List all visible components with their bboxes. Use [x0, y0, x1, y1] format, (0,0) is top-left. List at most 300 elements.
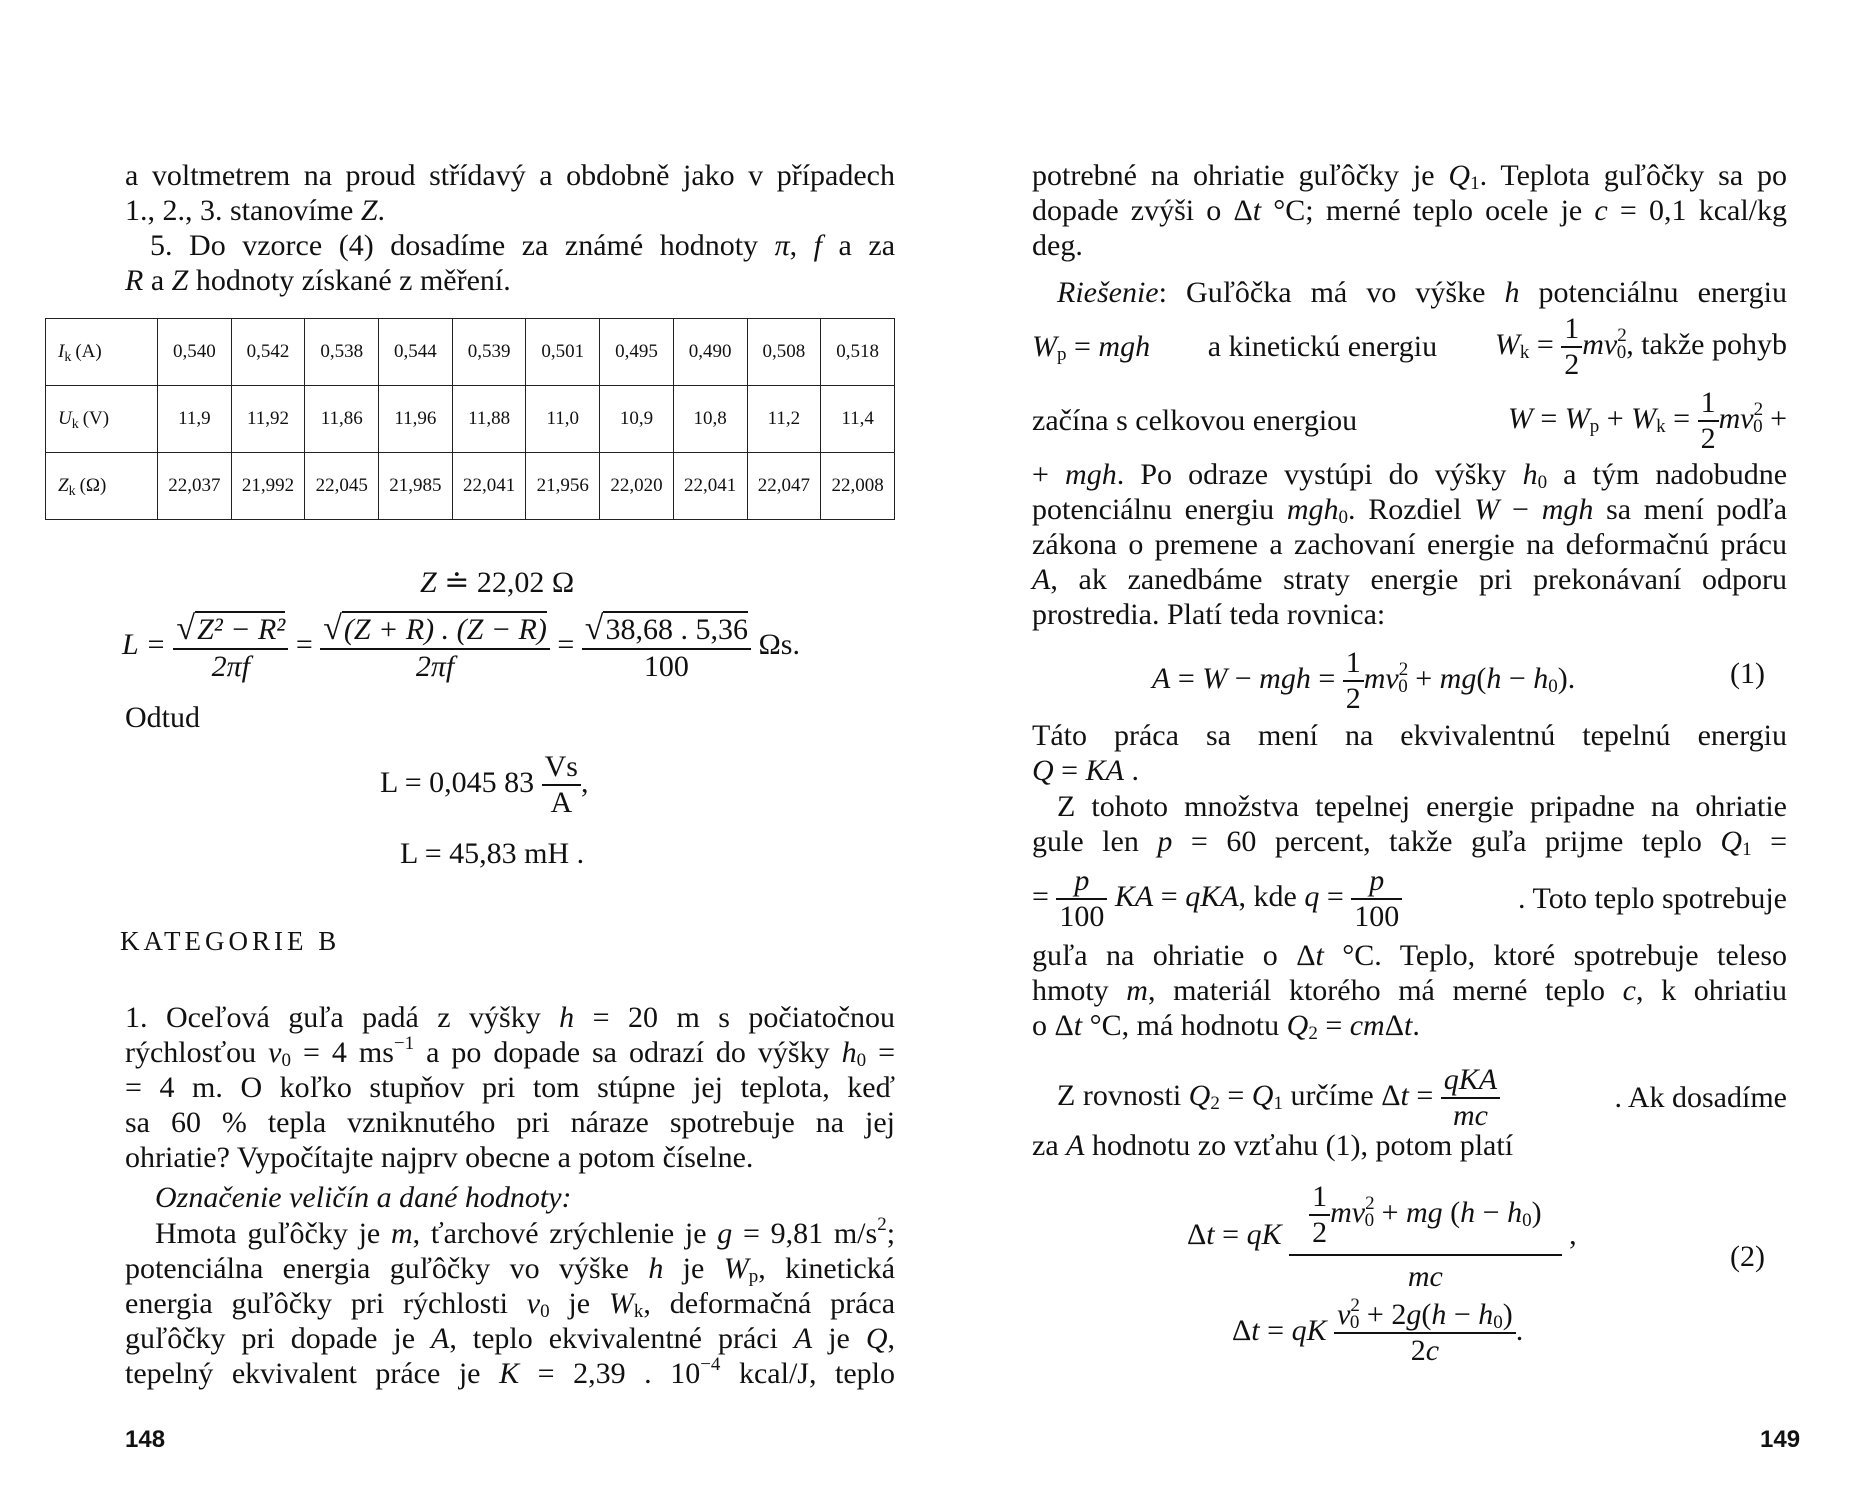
text: − [1501, 661, 1534, 695]
text: + [1762, 401, 1787, 435]
table-cell: 22,041 [452, 453, 526, 520]
subscript: k [1656, 415, 1666, 437]
var: mgh [1098, 330, 1151, 363]
text: , teplo ekvivalentné práci [449, 1322, 778, 1355]
table-cell: 11,92 [231, 386, 305, 453]
text: = [1751, 825, 1788, 858]
text: ) [1502, 1298, 1513, 1331]
hmota-line-5 [125, 1356, 895, 1391]
table-cell: 11,96 [379, 386, 453, 453]
var: Z [58, 475, 69, 496]
text: = [1153, 879, 1186, 913]
superscript: 2 [1617, 324, 1627, 346]
text: . Po odraze vystúpi do výšky [1116, 458, 1507, 491]
var: m [390, 1217, 413, 1250]
problem-line-4: sa 60 % tepla vzniknutého pri náraze spotrebuje na jej [125, 1106, 895, 1139]
table-cell: 21,992 [231, 453, 305, 520]
subscript: 0 [1338, 507, 1349, 528]
text: . Toto teplo spotrebuje [1518, 882, 1787, 915]
var: h [1431, 1298, 1447, 1331]
riesenie-line-7 [1032, 562, 1787, 597]
p1-line-2 [1032, 193, 1787, 228]
tohoto-line-5 [1032, 973, 1787, 1008]
subscript: 1 [1470, 173, 1480, 194]
numerator [1289, 1182, 1562, 1256]
var: Z [171, 264, 189, 297]
var: mv [1363, 661, 1399, 695]
superscript: 2 [1350, 1295, 1360, 1316]
text: , ak zanedbáme straty energie pri prekonávaní odporu [1050, 563, 1787, 596]
var: A [793, 1322, 813, 1355]
half-fraction [1698, 388, 1719, 454]
denominator: A [550, 786, 573, 819]
table-cell: 22,041 [673, 453, 747, 520]
text: guľôčky pri dopade je [125, 1322, 416, 1355]
riesenie-line-1 [1057, 275, 1787, 310]
right-page [937, 0, 1874, 1500]
var: t [1252, 194, 1262, 227]
text: potenciálnu energiu [1519, 276, 1787, 309]
text: o Δ [1032, 1009, 1074, 1042]
var: Q [1251, 1078, 1274, 1112]
numerator: Z² − R² [197, 613, 286, 646]
denominator: 100 [1059, 900, 1105, 933]
subscript: p [748, 1266, 759, 1287]
page-number: 149 [1760, 1426, 1801, 1453]
rovnost-line-1 [1057, 1065, 1787, 1131]
var: h [559, 1001, 575, 1034]
table-cell: 11,86 [305, 386, 379, 453]
text: hodnotu zo vzťahu (1), potom platí [1084, 1129, 1514, 1162]
fraction-2: $\frac{√(Z + R) . (Z - R)}{2\pi f}$ [320, 612, 550, 682]
denominator: 100 [1354, 900, 1400, 933]
text: , k ohriatiu [1636, 974, 1788, 1007]
var: t [1251, 1313, 1260, 1347]
text: + 2 [1359, 1298, 1407, 1331]
unit: (Ω) [79, 475, 107, 496]
text: . [1123, 754, 1139, 787]
intro-line-1 [125, 158, 895, 193]
numerator: 38,68 . 5,36 [605, 613, 748, 646]
text: potenciálnu energiu [1032, 493, 1275, 526]
text: Δ [1187, 1217, 1207, 1251]
var: W [1494, 327, 1520, 361]
table-row [46, 386, 895, 453]
subscript: 0 [856, 1050, 867, 1071]
text: = 9,81 m/s [732, 1217, 878, 1250]
text: hodnoty získané z měření. [188, 264, 511, 297]
table-cell: 0,538 [305, 319, 379, 386]
text: = [1214, 1217, 1247, 1251]
denominator [1334, 1334, 1516, 1366]
text: = [866, 1036, 896, 1069]
text: = [1259, 1313, 1292, 1347]
denominator: 2 [1700, 422, 1716, 455]
p-fraction [1351, 866, 1402, 932]
table-cell: 11,4 [821, 386, 895, 453]
var: W [1507, 401, 1533, 435]
var: mgh [1286, 493, 1339, 526]
text: = [1066, 330, 1099, 363]
var: A [1032, 563, 1051, 596]
var: qK [1291, 1313, 1327, 1347]
lhs: L = 0,045 83 [380, 765, 535, 799]
fraction-3: $\frac{√38,68 . 5,36}{100}$ [582, 612, 751, 682]
table-cell: 10,9 [600, 386, 674, 453]
text: = 0,1 kcal/kg [1607, 194, 1788, 227]
numerator: qKA [1441, 1065, 1500, 1099]
var: KA [1114, 879, 1154, 913]
var: p [1157, 825, 1173, 858]
table-cell: 0,518 [821, 319, 895, 386]
table-cell: 11,2 [747, 386, 821, 453]
text: , materiál ktorého má merné teplo [1147, 974, 1606, 1007]
var: v [1337, 1298, 1351, 1331]
subscript: 0 [1493, 1312, 1503, 1333]
numerator: p [1056, 866, 1107, 900]
text: = [1317, 1009, 1350, 1042]
text: je [549, 1287, 591, 1320]
table-cell: 11,9 [158, 386, 232, 453]
riesenie-line-2 [1032, 314, 1787, 380]
denominator: 2 [1564, 348, 1580, 381]
text: energia guľôčky pri rýchlosti [125, 1287, 508, 1320]
text: a [143, 264, 172, 297]
var: mgh [1541, 493, 1594, 526]
var: K [499, 1357, 520, 1390]
var: A [430, 1322, 450, 1355]
text: Δ [1232, 1313, 1252, 1347]
var: v [268, 1036, 282, 1069]
p-fraction [1056, 866, 1107, 932]
var: h [1507, 1195, 1523, 1229]
var: t [1404, 1009, 1413, 1042]
text: Hmota guľôčky je [155, 1217, 381, 1250]
denominator: 2πf [415, 650, 455, 683]
unit-fraction [542, 752, 581, 818]
var: qKA [1185, 879, 1239, 913]
var: Z [420, 566, 437, 599]
var: t [1206, 1217, 1215, 1251]
lhs: L = [122, 627, 166, 661]
text: je [812, 1322, 850, 1355]
text: + [1407, 661, 1440, 695]
text: hmoty [1032, 974, 1109, 1007]
numerator: Vs [542, 752, 581, 786]
subscript: k [1519, 341, 1530, 363]
subscript: k [71, 417, 79, 432]
denominator: 2 [1345, 682, 1361, 715]
var: mg [1405, 1195, 1443, 1229]
table-row [46, 453, 895, 520]
var: t [1400, 1078, 1409, 1112]
table-cell: 0,542 [231, 319, 305, 386]
text: tepelný ekvivalent práce je [125, 1357, 481, 1390]
table-cell: 11,0 [526, 386, 600, 453]
superscript: 2 [1365, 1192, 1375, 1214]
var: m [1126, 974, 1148, 1007]
l-value-1 [380, 752, 588, 818]
text: kcal/J, teplo [720, 1357, 896, 1390]
var: Q [1286, 1009, 1309, 1042]
tohoto-line-1: Z tohoto množstva tepelnej energie pripadne na ohriatie [1057, 790, 1787, 823]
row-header [46, 319, 158, 386]
text: potenciálna energia guľôčky vo výške [125, 1252, 629, 1285]
text: gule len [1032, 825, 1139, 858]
var: g [1406, 1298, 1422, 1331]
table-cell: 22,037 [158, 453, 232, 520]
half-fraction [1309, 1182, 1330, 1248]
denominator: 2πf [211, 650, 251, 683]
text: dopade zvýši o Δ [1032, 194, 1253, 227]
var: I [58, 341, 65, 362]
equation-2-label: (2) [1730, 1240, 1765, 1273]
table-row [46, 319, 895, 386]
var: h [1522, 458, 1538, 491]
text: = [1408, 1078, 1434, 1112]
subscript: k [68, 484, 76, 499]
subscript: k [633, 1301, 644, 1322]
denominator: 100 [643, 650, 689, 683]
text: , takže pohyb [1626, 327, 1787, 361]
text: , [580, 765, 589, 799]
oznacenie-label: Označenie veličín a dané hodnoty: [155, 1181, 572, 1214]
unit: (A) [75, 341, 102, 362]
text: , [887, 1322, 895, 1355]
text: začína s celkovou energiou [1032, 404, 1358, 437]
subscript: 0 [540, 1301, 550, 1322]
problem-line-5: ohriatie? Vypočítajte najprv obecne a potom číselne. [125, 1141, 754, 1174]
text: za [1032, 1129, 1059, 1162]
denominator: 2 [1312, 1216, 1328, 1249]
text: + [1032, 458, 1066, 491]
var: π [774, 229, 790, 262]
var: Z [360, 194, 378, 227]
var: h [648, 1252, 664, 1285]
table-cell: 22,008 [821, 453, 895, 520]
rovnost-line-2 [1032, 1128, 1513, 1163]
text: = [1053, 754, 1086, 787]
denominator: mc [1407, 1260, 1443, 1293]
text: 2 [1410, 1334, 1426, 1367]
p1-line-3: deg. [1032, 229, 1083, 262]
text: je [663, 1252, 705, 1285]
numerator: 1 [1309, 1182, 1330, 1216]
var: Q [1720, 825, 1743, 858]
subscript: 0 [1349, 1312, 1360, 1333]
subscript: 0 [1364, 1209, 1375, 1231]
var: qK [1246, 1217, 1282, 1251]
tohoto-line-4 [1032, 938, 1787, 973]
var: U [58, 408, 72, 429]
text: , kinetická [758, 1252, 896, 1285]
text: , [1569, 1217, 1577, 1251]
row-header [46, 453, 158, 520]
numerator [1334, 1295, 1516, 1334]
var: g [717, 1217, 733, 1250]
text: . Teplota guľôčky sa po [1479, 159, 1788, 192]
fraction-1: $\frac{\text{√Z² − R²}}{2\pi f}$ [173, 612, 288, 682]
text: °C, má hodnotu [1082, 1009, 1280, 1042]
equation-3 [1232, 1295, 1524, 1367]
tohoto-line-6 [1032, 1008, 1420, 1043]
half-fraction [1343, 648, 1364, 714]
subscript: 1 [1742, 839, 1752, 860]
text: °C; merné teplo ocele je [1261, 194, 1583, 227]
text: = [1319, 879, 1344, 913]
value: ≐ 22,02 Ω [444, 566, 575, 599]
subscript: 1 [1273, 1092, 1283, 1114]
half-fraction [1561, 314, 1582, 380]
text: , [789, 229, 814, 262]
text: sa mení podľa [1593, 493, 1788, 526]
intro-line-2: 1., 2., 3. stanovíme Z. [125, 194, 385, 227]
riesenie-line-6: zákona o premene a zachovaní energie na deformačnú prácu [1032, 528, 1787, 561]
tohoto-line-2 [1032, 824, 1787, 859]
text: = [1532, 401, 1565, 435]
subscript: 0 [281, 1050, 291, 1071]
riesenie-line-4 [1032, 457, 1787, 492]
var: W [1564, 401, 1590, 435]
praca-line-1: Táto práca sa mení na ekvivalentnú tepelnú energiu [1032, 719, 1787, 752]
numerator: p [1351, 866, 1402, 900]
superscript: 2 [1753, 398, 1764, 420]
var: mv [1330, 1195, 1366, 1229]
hmota-line-2 [125, 1251, 895, 1286]
var: W [1202, 661, 1228, 695]
equation-1-label: (1) [1730, 657, 1765, 690]
subscript: k [64, 350, 72, 365]
table-cell: 0,495 [600, 319, 674, 386]
table-cell: 11,88 [452, 386, 526, 453]
text: = 2,39 . 10 [519, 1357, 701, 1390]
table-cell: 0,490 [673, 319, 747, 386]
table-cell: 0,540 [158, 319, 232, 386]
text: ). [1557, 661, 1576, 695]
problem-line-1 [125, 1000, 895, 1035]
table-cell: 0,544 [379, 319, 453, 386]
row-header [46, 386, 158, 453]
equation-3-fraction [1334, 1295, 1516, 1367]
denominator: mc [1452, 1099, 1488, 1132]
text: − [1499, 493, 1542, 526]
text: , deformačná práca [643, 1287, 896, 1320]
text: = 20 m s počiatočnou [592, 1001, 896, 1034]
text: = [1665, 401, 1691, 435]
text: potrebné na ohriatie guľôčky je [1032, 159, 1435, 192]
text: ( [1421, 1298, 1432, 1331]
equation-1 [1152, 648, 1575, 714]
text: a po dopade sa odrazí do výšky [414, 1036, 830, 1069]
table-cell: 21,956 [526, 453, 600, 520]
numerator: (Z + R) . (Z − R) [343, 613, 547, 646]
var: h [1486, 661, 1502, 695]
riesenie-line-8: prostredia. Platí teda rovnica: [1032, 598, 1386, 631]
superscript: −4 [700, 1354, 721, 1375]
hmota-line-3 [125, 1286, 895, 1321]
section-heading: KATEGORIE B [120, 926, 341, 956]
subscript: 0 [1398, 675, 1408, 697]
unit: (V) [82, 408, 110, 429]
var: Q [865, 1322, 888, 1355]
superscript: 2 [1398, 658, 1409, 680]
text: guľa na ohriatie o Δ [1032, 939, 1316, 972]
var: A [1152, 661, 1171, 695]
var: Q [1032, 754, 1054, 787]
table-cell: 0,539 [452, 319, 526, 386]
text: = [1529, 327, 1554, 361]
text: , ťarchové zrýchlenie je [412, 1217, 707, 1250]
text: . [1412, 1009, 1420, 1042]
var: mgh [1259, 661, 1311, 695]
text: = [1219, 1078, 1252, 1112]
hmota-line-4 [125, 1321, 895, 1356]
text: 1., 2., 3. stanovíme [125, 194, 354, 227]
var: W [723, 1252, 749, 1285]
var: Q [1188, 1078, 1211, 1112]
subscript: p [1589, 415, 1600, 437]
label: Riešenie [1057, 276, 1159, 309]
measurements-table [45, 318, 895, 520]
text: − [1475, 1195, 1508, 1229]
text: = [1170, 661, 1203, 695]
subscript: 0 [1522, 1209, 1532, 1231]
text: − [1227, 661, 1260, 695]
var: t [1073, 1009, 1083, 1042]
subscript: 2 [1308, 1023, 1318, 1044]
var: c [1594, 194, 1608, 227]
z-result [420, 565, 574, 600]
superscript: 2 [877, 1214, 887, 1235]
problem-line-2 [125, 1035, 895, 1070]
var: W [1631, 401, 1657, 435]
var: mv [1582, 327, 1618, 361]
var: mv [1718, 401, 1754, 435]
text: Z rovnosti [1057, 1078, 1182, 1112]
text: ; [886, 1217, 896, 1250]
table-cell: 0,508 [747, 319, 821, 386]
text: = [1032, 879, 1049, 913]
subscript: p [1057, 344, 1067, 365]
text: 5. Do vzorce (4) dosadíme za známé hodnoty [150, 229, 759, 262]
var: cm [1349, 1009, 1385, 1042]
l-value-2: L = 45,83 mH . [400, 837, 585, 870]
problem-line-3: = 4 m. O koľko stupňov pri tom stúpne jej teplota, keď [125, 1071, 895, 1104]
text: + [1374, 1195, 1406, 1229]
text: určíme Δ [1282, 1078, 1401, 1112]
table-cell: 21,985 [379, 453, 453, 520]
subscript: 0 [1753, 415, 1763, 437]
text: a za [822, 229, 896, 262]
text: , kde [1238, 879, 1297, 913]
text: ( [1476, 661, 1487, 695]
text: rýchlosťou [125, 1036, 257, 1069]
subscript: 0 [1537, 472, 1548, 493]
text: Δ [1384, 1009, 1405, 1042]
var: W [1474, 493, 1500, 526]
tohoto-line-3 [1032, 866, 1787, 932]
var: h [1533, 661, 1549, 695]
var: mg [1439, 661, 1477, 695]
numerator: 1 [1698, 388, 1719, 422]
table-cell: 10,8 [673, 386, 747, 453]
var: c [1622, 974, 1636, 1007]
var: h [1504, 276, 1520, 309]
text: a tým nadobudne [1547, 458, 1788, 491]
hmota-line-1 [155, 1216, 895, 1251]
subscript: 0 [1548, 675, 1558, 697]
table-cell: 0,501 [526, 319, 600, 386]
